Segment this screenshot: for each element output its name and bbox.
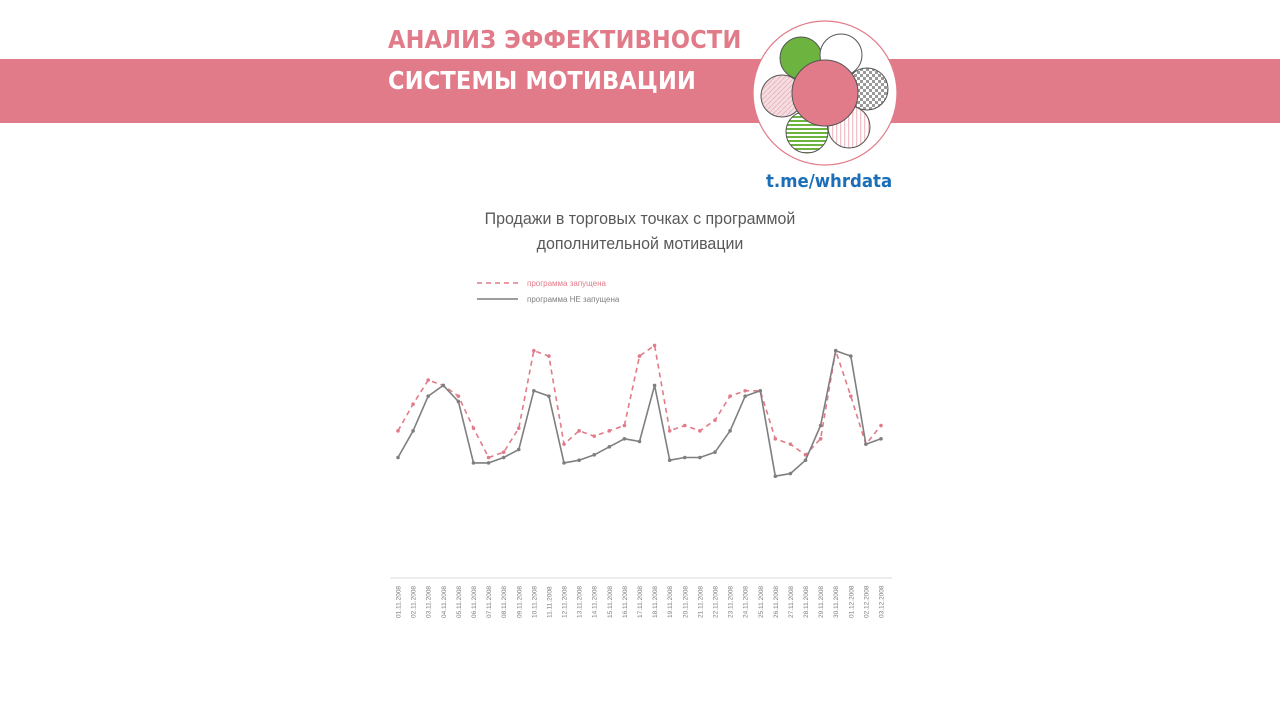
x-tick-label-12: 12.11.2008 [561,585,569,618]
x-tick-label-8: 08.11.2008 [501,585,509,618]
series-2-point-9 [517,448,521,452]
chart-title-line-1: Продажи в торговых точках с программой [484,209,796,228]
x-tick-label-13: 13.11.2008 [576,585,584,618]
series-1-point-29 [819,437,823,441]
x-tick-label-5: 05.11.2008 [455,585,463,618]
series-2-point-32 [864,442,868,446]
series-1-point-17 [638,354,642,358]
chart-title-line-2: дополнительной мотивации [536,234,744,253]
series-1-point-27 [789,442,793,446]
series-2-point-29 [819,424,823,428]
series-2-point-8 [502,456,506,460]
x-tick-label-3: 03.11.2008 [425,585,433,618]
series-2-point-13 [577,458,581,462]
series-2-point-12 [562,461,566,465]
series-1-point-13 [577,429,581,433]
series-1-point-21 [698,429,702,433]
series-1-point-18 [653,344,657,348]
series-2-point-26 [774,474,778,478]
series-1-point-33 [879,424,883,428]
series-1-point-15 [608,429,612,433]
logo-center [792,60,858,126]
x-tick-label-21: 21.11.2008 [697,585,705,618]
x-tick-label-6: 06.11.2008 [470,585,478,618]
x-tick-label-29: 29.11.2008 [818,585,826,618]
series-1-point-7 [487,456,491,460]
series-1-point-16 [623,424,627,428]
x-tick-label-14: 14.11.2008 [591,585,599,618]
channel-link[interactable]: t.me/whrdata [766,171,893,192]
series-2-point-27 [789,472,793,476]
x-tick-label-9: 09.11.2008 [516,585,524,618]
x-tick-label-20: 20.11.2008 [682,585,690,618]
series-1-point-6 [472,426,476,430]
series-2-point-1 [396,456,400,460]
x-tick-label-11: 11.11.2008 [546,586,554,618]
series-2-point-28 [804,458,808,462]
series-2-point-15 [608,445,612,449]
series-1-point-12 [562,442,566,446]
series-2-point-7 [487,461,491,465]
x-tick-label-31: 01.12.2008 [848,585,856,618]
series-2-point-11 [547,394,551,398]
series-2-point-21 [698,456,702,460]
series-line-2 [398,351,881,477]
header-title-line-2: СИСТЕМЫ МОТИВАЦИИ [388,66,696,95]
x-tick-label-19: 19.11.2008 [667,585,675,618]
series-1-point-2 [411,402,415,406]
x-tick-label-18: 18.11.2008 [652,585,660,618]
x-tick-label-30: 30.11.2008 [833,585,841,618]
series-2-point-10 [532,389,536,393]
x-tick-label-7: 07.11.2008 [486,585,494,618]
x-tick-label-24: 24.11.2008 [742,585,750,618]
series-2-point-4 [441,384,445,388]
series-2-point-19 [668,458,672,462]
x-tick-label-10: 10.11.2008 [531,585,539,618]
x-tick-label-33: 03.12.2008 [878,585,886,618]
x-tick-label-2: 02.11.2008 [410,585,418,618]
x-tick-label-17: 17.11.2008 [637,585,644,618]
x-tick-label-16: 16.11.2008 [621,585,629,618]
series-1-point-8 [502,450,506,454]
series-2-point-14 [592,453,596,457]
x-tick-label-22: 22.11.2008 [712,585,720,618]
series-2-point-3 [426,394,430,398]
series-1-point-1 [396,429,400,433]
series-2-point-2 [411,429,415,433]
header-title-line-1: АНАЛИЗ ЭФФЕКТИВНОСТИ [388,25,742,54]
x-tick-label-26: 26.11.2008 [772,585,780,618]
x-tick-label-23: 23.11.2008 [727,585,735,618]
series-1-point-23 [728,394,732,398]
x-tick-label-32: 02.12.2008 [863,585,871,618]
series-2-point-24 [743,394,747,398]
series-2-point-20 [683,456,687,460]
series-2-point-22 [713,450,717,454]
series-2-point-17 [638,440,642,444]
series-1-point-31 [849,394,853,398]
series-2-point-25 [758,389,762,393]
chart-title [390,206,890,256]
series-2-point-23 [728,429,732,433]
series-1-point-10 [532,349,536,353]
legend-label-2: программа НЕ запущена [527,295,620,304]
x-tick-label-1: 01.11.2008 [395,585,403,618]
line-chart [380,270,900,630]
series-2-point-31 [849,354,853,358]
series-1-point-19 [668,429,672,433]
series-2-point-30 [834,349,838,353]
legend-label-1: программа запущена [527,279,606,288]
x-tick-label-25: 25.11.2008 [757,585,765,618]
x-tick-label-27: 27.11.2008 [787,585,795,618]
logo [752,20,898,166]
x-tick-label-28: 28.11.2008 [803,585,811,618]
x-tick-label-15: 15.11.2008 [606,585,614,618]
series-2-point-5 [457,400,461,404]
series-1-point-20 [683,424,687,428]
series-2-point-16 [623,437,627,441]
series-1-point-5 [457,394,461,398]
series-1-point-9 [517,426,521,430]
x-tick-label-4: 04.11.2008 [440,585,448,618]
series-1-point-22 [713,418,717,422]
series-2-point-33 [879,437,883,441]
series-1-point-14 [592,434,596,438]
series-1-point-26 [774,437,778,441]
series-1-point-11 [547,354,551,358]
series-2-point-6 [472,461,476,465]
series-2-point-18 [653,384,657,388]
series-1-point-24 [743,389,747,393]
series-1-point-3 [426,378,430,382]
